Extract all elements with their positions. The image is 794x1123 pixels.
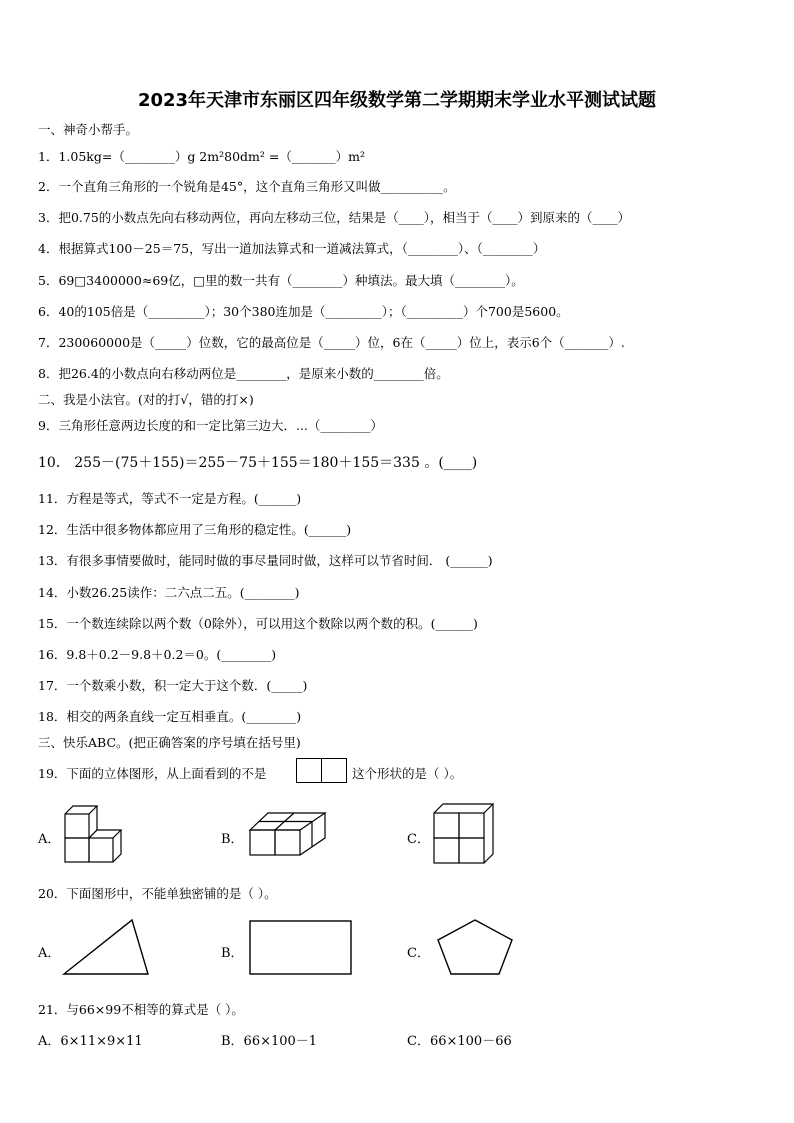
question-14: 14．小数26.25读作：二六点二五。(________)	[38, 585, 300, 600]
question-11: 11．方程是等式，等式不一定是方程。(______)	[38, 491, 302, 506]
question-19-start: 19．下面的立体图形，从上面看到的不是	[38, 766, 267, 781]
q19-option-c-label: C．	[407, 832, 430, 847]
question-1: 1．1.05kg=（________）g 2m²80dm² =（_______）m²	[38, 149, 365, 164]
question-18: 18．相交的两条直线一定互相垂直。(________)	[38, 709, 302, 724]
q21-option-c: C．66×100－66	[407, 1034, 512, 1049]
question-8: 8．把26.4的小数点向右移动两位是________，是原来小数的________倍。	[38, 366, 449, 381]
q19-option-a-label: A．	[38, 832, 61, 847]
rectangle-shape	[249, 920, 353, 976]
cube-stack-a-icon	[63, 804, 127, 864]
section-2-heading: 二、我是小法官。(对的打√，错的打×)	[38, 392, 254, 407]
q21-option-a: A．6×11×9×11	[38, 1034, 143, 1049]
page-title: 2023年天津市东丽区四年级数学第二学期期末学业水平测试试题	[137, 90, 657, 111]
pentagon-shape	[435, 918, 515, 976]
question-5: 5．69□3400000≈69亿，□里的数一共有（________）种填法。最大填（________）。	[38, 273, 524, 288]
q20-option-a-label: A．	[38, 946, 61, 961]
question-19-end: 这个形状的是（ ）。	[352, 766, 463, 781]
question-10: 10． 255－(75＋155)＝255－75＋155＝180＋155＝335 。(____)	[38, 455, 478, 471]
question-4: 4．根据算式100－25＝75，写出一道加法算式和一道减法算式，（________）、（________）	[38, 241, 546, 256]
question-7: 7．230060000是（_____）位数，它的最高位是（_____）位，6在（_____）位上，表示6个（_______）.	[38, 335, 625, 350]
section-1-heading: 一、神奇小帮手。	[38, 122, 139, 137]
question-15: 15．一个数连续除以两个数（0除外），可以用这个数除以两个数的积。(______)	[38, 616, 478, 631]
question-20: 20．下面图形中，不能单独密铺的是（ ）。	[38, 886, 277, 901]
question-13: 13．有很多事情要做时，能同时做的事尽量同时做，这样可以节省时间． (______)	[38, 553, 493, 568]
section-3-heading: 三、快乐ABC。(把正确答案的序号填在括号里)	[38, 735, 301, 750]
question-3: 3．把0.75的小数点先向右移动两位，再向左移动三位，结果是（____），相当于（____）到原来的（____）	[38, 210, 631, 225]
q21-option-b: B．66×100－1	[221, 1034, 318, 1049]
triangle-shape	[62, 918, 150, 976]
question-12: 12．生活中很多物体都应用了三角形的稳定性。(______)	[38, 522, 352, 537]
q20-option-b-label: B．	[221, 946, 244, 961]
cube-stack-b-icon	[249, 812, 329, 858]
q20-option-c-label: C．	[407, 946, 430, 961]
question-2: 2．一个直角三角形的一个锐角是45°，这个直角三角形又叫做__________。	[38, 179, 456, 194]
question-16: 16．9.8＋0.2－9.8＋0.2＝0。(________)	[38, 647, 277, 662]
question-6: 6．40的105倍是（_________）；30个380连加是（_________）；（_________）个700是5600。	[38, 304, 569, 319]
two-square-view-icon	[296, 758, 348, 784]
cube-stack-c-icon	[433, 803, 495, 865]
question-9: 9．三角形任意两边长度的和一定比第三边大．...（________）	[38, 418, 383, 433]
q19-option-b-label: B．	[221, 832, 244, 847]
question-17: 17．一个数乘小数，积一定大于这个数．(_____)	[38, 678, 308, 693]
question-21: 21．与66×99不相等的算式是（ ）。	[38, 1002, 244, 1017]
